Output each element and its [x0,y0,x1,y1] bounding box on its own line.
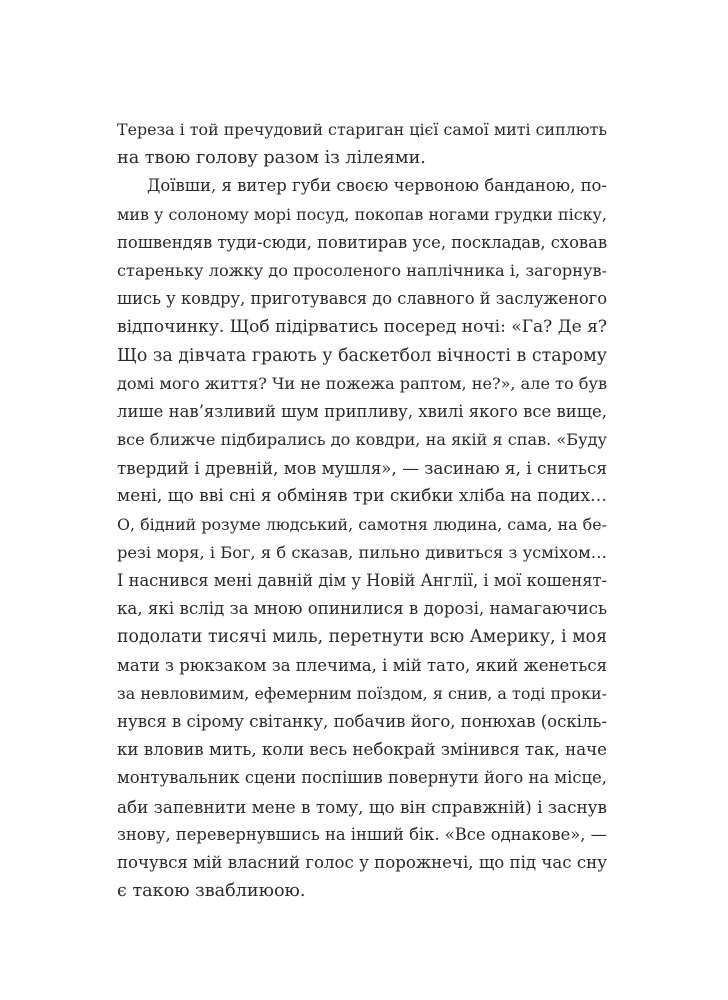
text-line: подолати тисячі миль, перетнути всю Америку, і моя [117,627,607,648]
text-line: за невловимим, ефемерним поїздом, я снив, а тоді проки- [117,683,607,703]
text-line: почувся мій власний голос у порожнечі, що під час сну [117,852,607,872]
text-line: мив у солоному морі посуд, покопав ногами грудки піску, [117,204,607,224]
text-line: все ближче підбирались до ковдри, на якій я спав. «Буду [117,430,607,450]
text-line: твердий і древній, мов мушля», — засинаю я, і сниться [117,458,607,479]
text-line: ки вловив мить, коли весь небокрай змінився так, наче [117,740,607,760]
text-line: пошвендяв туди-сюди, повитирав усе, поскладав, сховав [117,232,608,252]
text-line: мені, що вві сні я обміняв три скибки хліба на подих… [117,486,607,507]
text-line: ка, які вслід за мною опинилися в дорозі, намагаючись [117,599,607,619]
text-line: Що за дівчата грають у баскетбол вічності в старому [117,345,607,366]
body-text [117,116,607,905]
text-line: Доївши, я витер губи своєю червоною банданою, по- [147,176,607,196]
text-line: монтувальник сцени поспішив повернути його на місце, [117,768,607,788]
text-line: відпочинку. Щоб підірватись посеред ночі: «Га? Де я? [117,317,607,338]
paragraph-2 [117,172,607,905]
text-line: є такою зваблиюою. [117,881,306,902]
text-line: шись у ковдру, приготувався до славного й заслуженого [117,289,607,309]
paragraph-1 [117,116,607,172]
text-line: І наснився мені давній дім у Новій Англії, і мої кошенят- [117,571,607,590]
text-line: аби запевнити мене в тому, що він справжній) і заснув [117,796,607,817]
text-line: лише нав’язливий шум припливу, хвилі якого все вище, [117,401,607,421]
text-line: Тереза і той пречудовий стариган цієї самої миті сиплють [117,120,607,139]
text-line: домі мого життя? Чи не пожежа раптом, не?», але то був [117,373,607,393]
text-line: стареньку ложку до просоленого наплічника і, загорнув- [117,260,607,280]
text-line: резі моря, і Бог, я б сказав, пильно дивиться з усміхом… [117,542,607,562]
text-line: нувся в сірому світанку, побачив його, понюхав (оскіль- [117,711,607,731]
text-line: мати з рюкзаком за плечима, і мій тато, який женеться [117,655,607,675]
text-line: О, бідний розуме людський, самотня людина, сама, на бе- [117,514,607,534]
text-line: знову, перевернувшись на інший бік. «Все однакове», — [117,824,607,844]
text-line: на твою голову разом із лілеями. [117,148,426,169]
